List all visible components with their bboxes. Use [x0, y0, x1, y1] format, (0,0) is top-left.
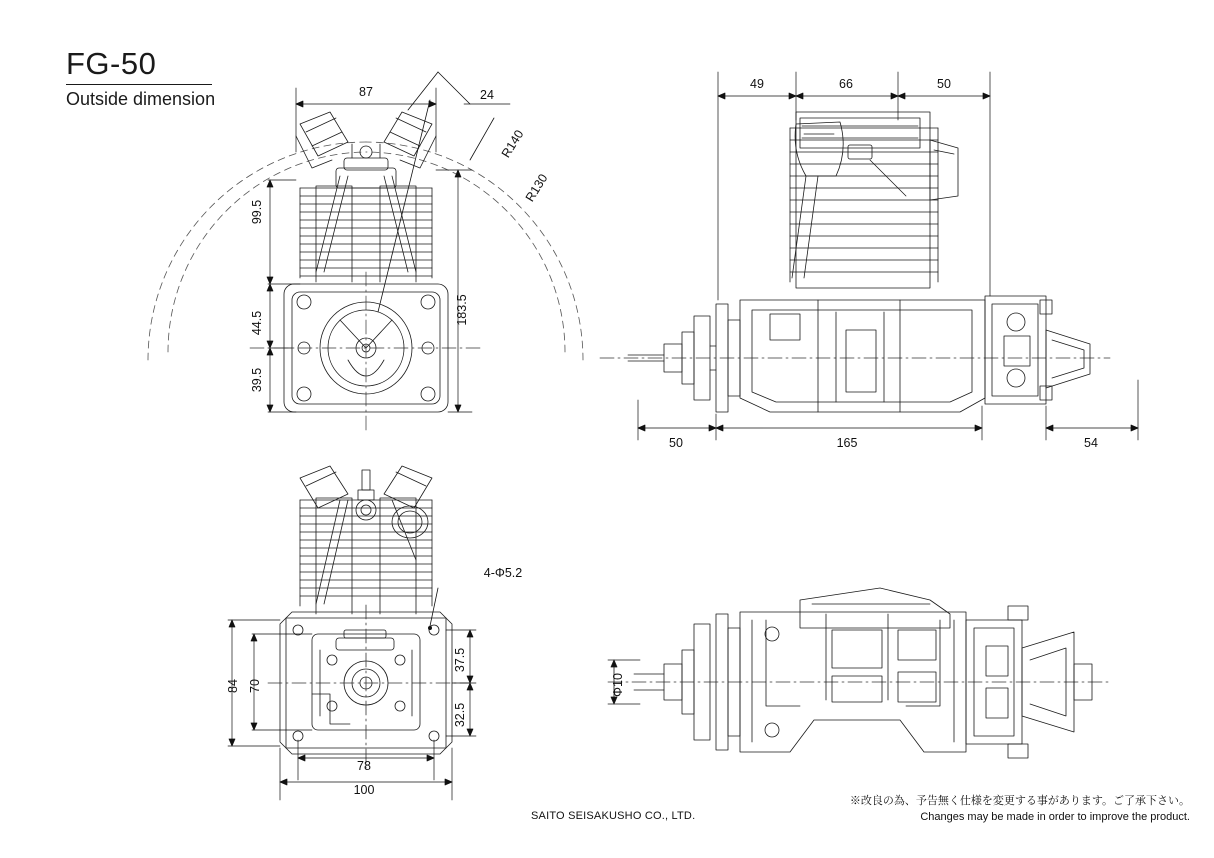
page-subtitle: Outside dimension	[66, 89, 216, 109]
dim-front-39-5: 39.5	[250, 367, 264, 393]
side-view-top-dimensions	[638, 72, 1138, 440]
dim-bottom-70: 70	[248, 679, 262, 693]
dim-front-r140: R140	[498, 127, 527, 161]
revision-notice	[790, 793, 1190, 825]
dim-side-165: 165	[836, 436, 858, 450]
dim-side-50-top: 50	[937, 77, 951, 91]
dim-bottom-100: 100	[353, 783, 375, 797]
dim-side-54: 54	[1084, 436, 1098, 450]
notice-english: Changes may be made in order to improve the product.	[920, 811, 1190, 823]
dim-bottom-4-phi5-2: 4-Φ5.2	[483, 566, 523, 580]
bottom-view-geometry	[268, 466, 470, 768]
page-title: FG-50	[66, 46, 157, 81]
dim-front-r130: R130	[522, 171, 551, 205]
dim-front-24: 24	[480, 88, 494, 102]
side-view-bottom-geometry	[608, 588, 1110, 758]
dim-side-phi10: Φ10	[611, 673, 625, 697]
dim-side-50-bottom: 50	[669, 436, 683, 450]
dim-bottom-84: 84	[226, 679, 240, 693]
dim-bottom-37-5: 37.5	[453, 647, 467, 673]
dim-front-99-5: 99.5	[250, 199, 264, 225]
dim-front-44-5: 44.5	[250, 310, 264, 336]
side-view-top-geometry	[600, 112, 1110, 412]
dim-bottom-32-5: 32.5	[453, 702, 467, 728]
dim-side-49: 49	[750, 77, 764, 91]
company-name: SAITO SEISAKUSHO CO., LTD.	[531, 810, 696, 822]
dimension-labels	[226, 77, 1098, 797]
front-view-geometry	[148, 72, 583, 412]
dim-front-183-5: 183.5	[455, 294, 469, 326]
dim-front-87: 87	[359, 85, 373, 99]
notice-japanese: ※改良の為、予告無く仕様を変更する事があります。ご了承下さい。	[849, 795, 1190, 807]
dim-bottom-78: 78	[357, 759, 371, 773]
bottom-view-dimensions	[228, 620, 476, 800]
dim-side-66: 66	[839, 77, 853, 91]
